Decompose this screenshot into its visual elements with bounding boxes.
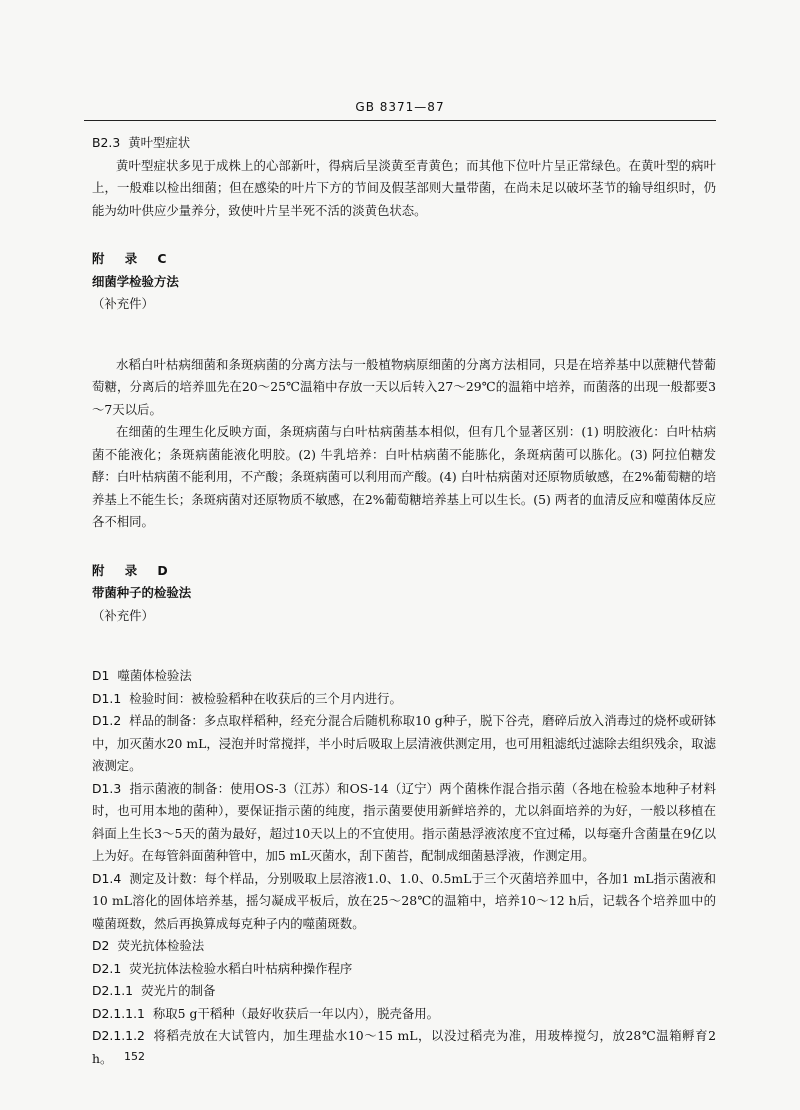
section-b23-heading <box>92 132 716 155</box>
section-title: 荧光抗体检验法 <box>117 938 205 953</box>
section-number: D2 <box>92 938 110 953</box>
section-d2-heading <box>92 935 716 958</box>
appendix-d-title: 带菌种子的检验法 <box>92 585 192 600</box>
appendix-c-paragraph-1: 水稻白叶枯病细菌和条斑病菌的分离方法与一般植物病原细菌的分离方法相同，只是在培养基中以蔗糖代替葡萄糖，分离后的培养皿先在20～25℃温箱中存放一天以后转入27～29℃的温箱中培养，而菌落的出现一般都要3～7天以后。 <box>92 356 716 417</box>
section-d21 <box>92 958 716 981</box>
section-text: 测定及计数：每个样品，分别吸取上层溶液1.0、1.0、0.5mL于三个灭菌培养皿中，各加1 mL指示菌液和10 mL溶化的固体培养基，摇匀凝成平板后，放在25～28℃的温箱中，培养10～12 h后，记载各个培养皿中的噬菌斑数，然后再换算成每克种子内的噬菌斑数。 <box>92 870 716 931</box>
page-header: GB 8371—87 <box>355 100 445 114</box>
header-rule <box>84 120 716 121</box>
section-number: D2.1 <box>92 960 122 976</box>
appendix-d-subtitle: （补充件） <box>92 607 154 623</box>
section-d1-heading <box>92 665 716 688</box>
section-number: D2.1.1 <box>92 983 134 998</box>
section-number: D1.3 <box>92 780 122 796</box>
appendix-c-label: 附 录 C <box>92 251 175 266</box>
section-text: 指示菌液的制备：使用OS-3（江苏）和OS-14（辽宁）两个菌株作混合指示菌（各地在检验本地种子材料时，也可用本地的菌种），要保证指示菌的纯度，指示菌要使用新鲜培养的，尤以斜面培养的为好，一般以移植在斜面上生长3～5天的菌为最好，超过10天以上的不宜使用。指示菌悬浮液浓度不宜过稀，以每毫升含菌量在9亿以上为好。在每管斜面菌种管中，加5 mL灭菌水，刮下菌苔，配制成细菌悬浮液，作测定用。 <box>92 780 716 863</box>
section-number: D2.1.1.1 <box>92 1005 145 1021</box>
section-text: 荧光抗体法检验水稻白叶枯病种操作程序 <box>129 960 353 976</box>
section-title: 黄叶型症状 <box>128 135 191 150</box>
section-number: D1.4 <box>92 870 122 886</box>
section-text: 样品的制备：多点取样稻种，经充分混合后随机称取10 g种子，脱下谷壳，磨碎后放入消毒过的烧杯或研钵中，加灭菌水20 mL，浸泡并时常搅拌，半小时后吸取上层清液供测定用，也可用粗滤纸过滤除去组织残余，取滤液测定。 <box>92 713 716 773</box>
section-d2111 <box>92 1003 716 1026</box>
section-number: D2.1.1.2 <box>92 1028 145 1043</box>
section-d14 <box>92 868 716 936</box>
section-number: D1.1 <box>92 690 122 706</box>
page-content <box>92 132 716 1070</box>
section-d13 <box>92 778 716 868</box>
section-text: 检验时间：被检验稻种在收获后的三个月内进行。 <box>129 690 402 706</box>
appendix-d-label: 附 录 D <box>92 562 176 578</box>
appendix-c-subtitle: （补充件） <box>92 296 154 311</box>
section-number: D1 <box>92 668 110 683</box>
section-d11 <box>92 688 716 711</box>
section-d2112 <box>92 1025 716 1070</box>
section-d12 <box>92 710 716 778</box>
section-d211 <box>92 980 716 1003</box>
section-number: D1.2 <box>92 713 122 728</box>
appendix-c-title: 细菌学检验方法 <box>92 273 179 289</box>
section-text: 将稻壳放在大试管内，加生理盐水10～15 mL，以没过稻壳为准，用玻棒搅匀，放28℃温箱孵育2 h。 <box>92 1028 716 1066</box>
appendix-c-paragraph-2: 在细菌的生理生化反映方面，条斑病菌与白叶枯病菌基本相似，但有几个显著区别：(1) 明胶液化：白叶枯病菌不能液化；条斑病菌能液化明胶。(2) 牛乳培养：白叶枯病菌不能胨化，条斑病菌可以胨化。(3) 阿拉伯糖发酵：白叶枯病菌不能利用，不产酸；条斑病菌可以利用而产酸。(4) 白叶枯病菌对还原物质敏感，在2%葡萄糖的培养基上不能生长；条斑病菌对还原物质不敏感，在2%葡萄糖培养基上可以生长。(5) 两者的血清反应和噬菌体反应各不相同。 <box>92 424 716 529</box>
section-text: 荧光片的制备 <box>141 983 216 998</box>
page-number: 152 <box>124 1050 145 1063</box>
section-number: B2.3 <box>92 135 121 150</box>
section-b23-paragraph: 黄叶型症状多见于成株上的心部新叶，得病后呈淡黄至青黄色；而其他下位叶片呈正常绿色。在黄叶型的病叶上，一般难以检出细菌；但在感染的叶片下方的节间及假茎部则大量带菌，在尚未足以破坏茎节的输导组织时，仍能为幼叶供应少量养分，致使叶片呈半死不活的淡黄色状态。 <box>92 157 716 218</box>
section-text: 称取5 g干稻种（最好收获后一年以内），脱壳备用。 <box>152 1005 440 1021</box>
section-title: 噬菌体检验法 <box>117 668 192 683</box>
